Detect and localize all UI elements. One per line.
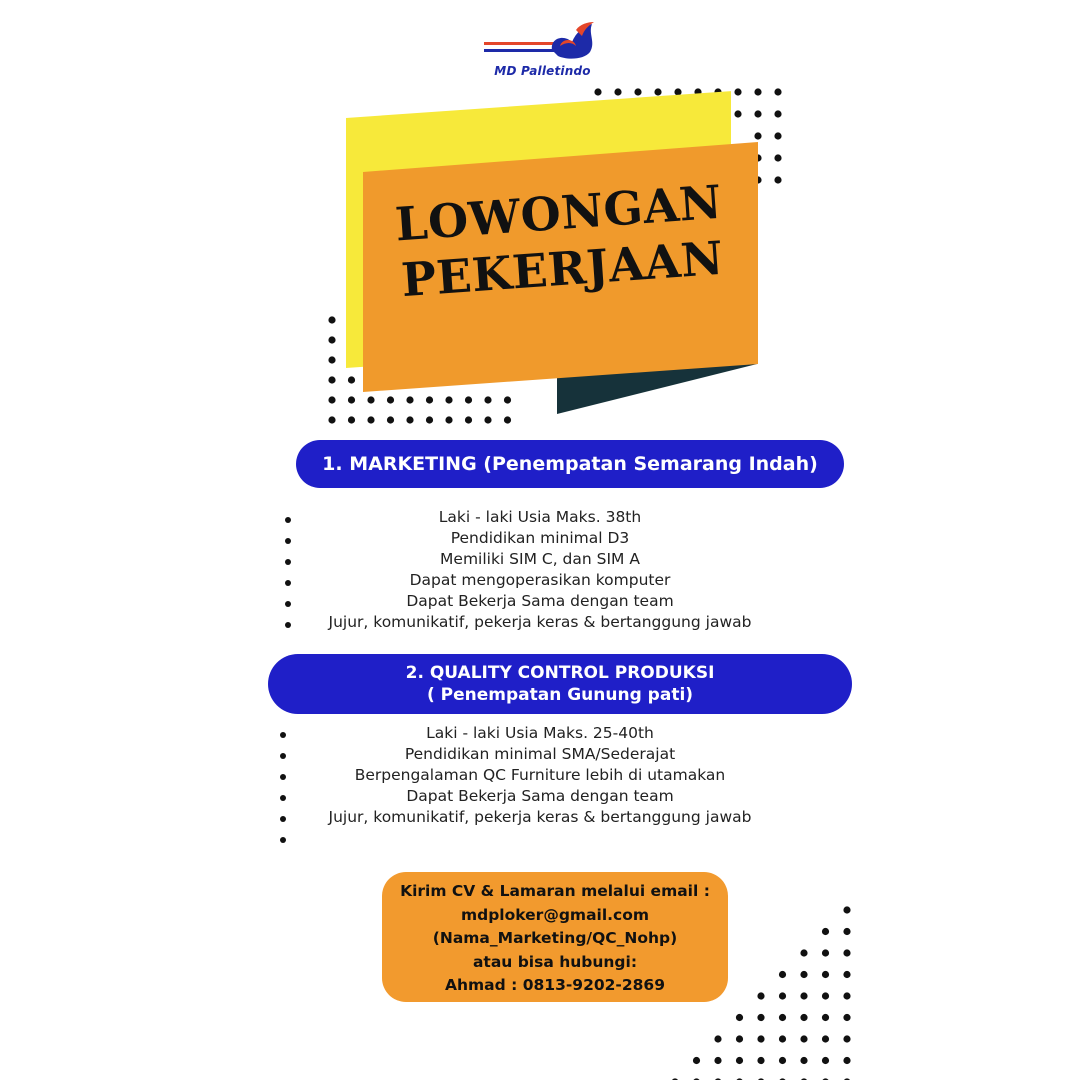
decor-dot xyxy=(754,110,761,117)
decor-dot xyxy=(367,416,374,423)
decor-dot xyxy=(757,1057,764,1064)
decor-dot xyxy=(348,416,355,423)
decor-dot xyxy=(714,1057,721,1064)
decor-dot xyxy=(843,1014,850,1021)
decor-dot xyxy=(779,1057,786,1064)
decor-dot xyxy=(774,154,781,161)
decor-dot xyxy=(406,396,413,403)
decor-dot xyxy=(843,1035,850,1042)
decor-dot xyxy=(800,971,807,978)
decor-dot xyxy=(484,396,491,403)
decor-dot xyxy=(484,416,491,423)
list-item: Jujur, komunikatif, pekerja keras & bertanggung jawab xyxy=(328,613,752,631)
decor-dot xyxy=(822,1057,829,1064)
decor-dot xyxy=(822,1035,829,1042)
decor-dot xyxy=(734,110,741,117)
decor-dot xyxy=(465,416,472,423)
decor-dot xyxy=(774,132,781,139)
decor-dot xyxy=(328,316,335,323)
decor-dot xyxy=(754,88,761,95)
decor-dot xyxy=(406,416,413,423)
decor-dot xyxy=(800,992,807,999)
decor-dot xyxy=(843,928,850,935)
decor-dot xyxy=(634,88,641,95)
decor-dot xyxy=(822,949,829,956)
position-2-requirements xyxy=(0,723,1080,828)
decor-dot xyxy=(654,88,661,95)
company-logo xyxy=(480,20,605,80)
decor-dot xyxy=(779,1014,786,1021)
list-item: Dapat Bekerja Sama dengan team xyxy=(406,592,674,610)
decor-dot xyxy=(774,88,781,95)
position-2-title-line-1: 2. QUALITY CONTROL PRODUKSI xyxy=(405,663,715,683)
list-item: Laki - laki Usia Maks. 38th xyxy=(438,508,642,526)
contact-email[interactable]: mdploker@gmail.com xyxy=(460,905,650,924)
decor-dot xyxy=(614,88,621,95)
headline-line-1: LOWONGAN xyxy=(393,174,724,252)
decor-dot xyxy=(348,396,355,403)
list-item: Dapat Bekerja Sama dengan team xyxy=(406,787,674,805)
decor-dot xyxy=(800,1057,807,1064)
decor-dot xyxy=(426,416,433,423)
decor-dot xyxy=(387,396,394,403)
decor-dot xyxy=(754,132,761,139)
decor-dot xyxy=(734,88,741,95)
decor-dot xyxy=(843,949,850,956)
decor-dot xyxy=(504,396,511,403)
decor-dot xyxy=(693,1057,700,1064)
list-item: Laki - laki Usia Maks. 25-40th xyxy=(426,724,654,742)
decor-dot xyxy=(445,396,452,403)
decor-dot xyxy=(843,971,850,978)
decor-dot xyxy=(714,1035,721,1042)
bullet xyxy=(280,829,290,850)
position-2-title-line-2: ( Penempatan Gunung pati) xyxy=(426,685,694,705)
decor-dot xyxy=(779,992,786,999)
decor-dot xyxy=(328,396,335,403)
list-item: Pendidikan minimal SMA/Sederajat xyxy=(404,745,676,763)
decor-dot xyxy=(822,1014,829,1021)
contact-line-3: (Nama_Marketing/QC_Nohp) xyxy=(432,929,678,947)
decor-dot xyxy=(736,1035,743,1042)
decor-dot xyxy=(367,396,374,403)
decor-dot xyxy=(736,1057,743,1064)
list-item: Jujur, komunikatif, pekerja keras & bertanggung jawab xyxy=(328,808,752,826)
decor-dot xyxy=(822,992,829,999)
contact-line-4: atau bisa hubungi: xyxy=(472,952,638,971)
logo-text: MD Palletindo xyxy=(494,64,591,78)
decor-dot xyxy=(328,376,335,383)
decor-dot xyxy=(774,176,781,183)
decor-dot xyxy=(328,336,335,343)
decor-dot xyxy=(387,416,394,423)
position-1-requirements xyxy=(0,507,1080,633)
decor-dot xyxy=(348,376,355,383)
contact-box xyxy=(382,872,728,1002)
decor-dot xyxy=(822,971,829,978)
decor-dot xyxy=(757,1014,764,1021)
decor-dot xyxy=(779,1035,786,1042)
decor-dot xyxy=(757,1035,764,1042)
decor-dot xyxy=(843,992,850,999)
decor-dot xyxy=(800,1035,807,1042)
decor-dot xyxy=(328,416,335,423)
decor-dot xyxy=(465,396,472,403)
decor-dot xyxy=(445,416,452,423)
decor-dot xyxy=(800,949,807,956)
list-item: Dapat mengoperasikan komputer xyxy=(409,571,671,589)
decor-dot xyxy=(843,1057,850,1064)
contact-phone[interactable]: Ahmad : 0813-9202-2869 xyxy=(444,976,665,994)
headline-line-2: PEKERJAAN xyxy=(399,230,726,308)
decor-dot xyxy=(328,356,335,363)
decor-dot xyxy=(426,396,433,403)
decor-dot xyxy=(774,110,781,117)
decor-dot xyxy=(822,928,829,935)
decor-dot xyxy=(594,88,601,95)
list-item: Berpengalaman QC Furniture lebih di utamakan xyxy=(354,766,726,784)
position-2-title xyxy=(268,654,852,714)
decor-dot xyxy=(504,416,511,423)
list-item: Memiliki SIM C, dan SIM A xyxy=(440,550,640,568)
decor-dot xyxy=(757,992,764,999)
contact-line-1: Kirim CV & Lamaran melalui email : xyxy=(400,882,710,900)
decor-dot xyxy=(779,971,786,978)
decor-dot xyxy=(736,1014,743,1021)
list-item: Pendidikan minimal D3 xyxy=(450,529,630,547)
decor-dot xyxy=(843,906,850,913)
logo-mark-icon xyxy=(480,20,605,66)
position-1-title: 1. MARKETING (Penempatan Semarang Indah) xyxy=(296,440,844,488)
decor-dot xyxy=(800,1014,807,1021)
